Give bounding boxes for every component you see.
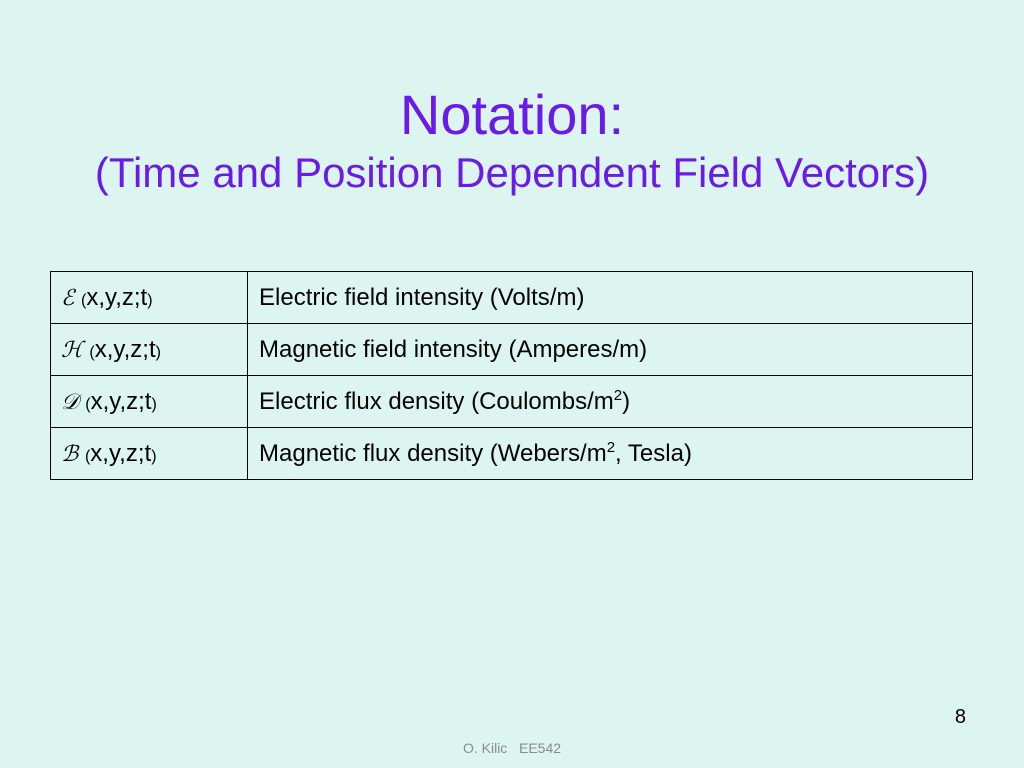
open-paren: ( (84, 447, 91, 465)
description-cell (248, 376, 973, 428)
title-block (0, 82, 1024, 200)
symbol-cell (51, 272, 248, 324)
field-description: Magnetic field intensity (Amperes/m) (259, 335, 648, 363)
field-arguments: x,y,z;t (90, 439, 152, 467)
close-paren: ) (155, 343, 161, 361)
open-paren: ( (89, 343, 95, 361)
description-cell (248, 428, 973, 480)
table-row (51, 428, 973, 480)
description-suffix: ) (622, 387, 631, 415)
field-description: Magnetic flux density (Webers/m (259, 439, 607, 467)
page-number: 8 (954, 706, 966, 728)
symbol-cell (51, 324, 248, 376)
description-cell (248, 272, 973, 324)
symbol-cell (51, 428, 248, 480)
field-description: Electric flux density (Coulombs/m (259, 387, 614, 415)
description-suffix: , Tesla) (615, 439, 692, 467)
slide-subtitle: (Time and Position Dependent Field Vectors) (94, 149, 930, 196)
footer-text: O. Kilic EE542 (462, 740, 562, 756)
field-symbol: ℰ (61, 285, 75, 311)
symbol-cell (51, 376, 248, 428)
field-symbol: ℬ (61, 441, 79, 467)
notation-table (50, 271, 973, 480)
slide-title: Notation: (399, 83, 625, 146)
field-symbol: ℋ (61, 337, 83, 363)
close-paren: ) (151, 447, 157, 465)
open-paren: ( (85, 395, 91, 413)
unit-superscript: 2 (606, 438, 616, 456)
close-paren: ) (151, 395, 157, 413)
field-arguments: x,y,z;t (86, 283, 148, 311)
field-arguments: x,y,z;t (90, 387, 152, 415)
field-description: Electric field intensity (Volts/m) (259, 283, 585, 311)
description-cell (248, 324, 973, 376)
field-arguments: x,y,z;t (94, 335, 156, 363)
open-paren: ( (81, 291, 87, 309)
field-symbol: 𝒟 (61, 389, 79, 415)
table-row (51, 376, 973, 428)
table-row (51, 324, 973, 376)
unit-superscript: 2 (613, 386, 623, 404)
table-row (51, 272, 973, 324)
close-paren: ) (147, 291, 153, 309)
